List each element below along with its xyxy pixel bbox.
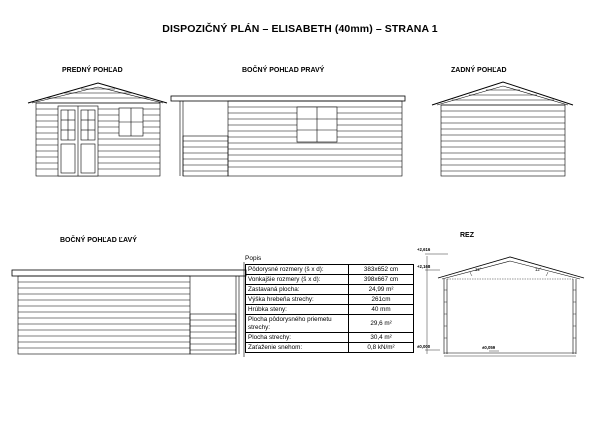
specs-table [245, 264, 414, 353]
specs-row-label: Hrúbka steny: [246, 305, 349, 315]
specs-row-value: 261cm [349, 295, 414, 305]
specs-row-value: 398x667 cm [349, 275, 414, 285]
left-log-courses [18, 282, 190, 348]
specs-heading: Popis [245, 255, 262, 262]
specs-row [246, 285, 414, 295]
specs-row-value: 29,6 m² [349, 315, 414, 333]
specs-row [246, 315, 414, 333]
section-view-label: REZ [460, 232, 474, 239]
front-view-label: PREDNÝ POHĽAD [62, 67, 123, 74]
section-wall-ticks [444, 290, 576, 338]
front-double-door [58, 106, 98, 176]
left-terrace-railing [190, 314, 236, 354]
right-elevation [171, 96, 405, 176]
right-view-label: BOČNÝ POHĽAD PRAVÝ [242, 67, 325, 74]
back-gable-boards [452, 90, 554, 100]
specs-row-value: 30,4 m² [349, 333, 414, 343]
specs-row [246, 333, 414, 343]
specs-row [246, 305, 414, 315]
specs-row-label: Zastavaná plocha: [246, 285, 349, 295]
specs-row [246, 275, 414, 285]
back-log-courses [441, 111, 565, 171]
page-title: DISPOZIČNÝ PLÁN – ELISABETH (40mm) – STRANA 1 [162, 23, 438, 35]
right-window [297, 107, 337, 142]
back-view-label: ZADNÝ POHĽAD [451, 67, 507, 74]
specs-row-value: 383x652 cm [349, 265, 414, 275]
specs-row-label: Výška hrebeňa strechy: [246, 295, 349, 305]
roof-angle-right: 12° [535, 267, 542, 272]
back-elevation [432, 82, 573, 176]
specs-row [246, 265, 414, 275]
left-elevation [12, 270, 246, 354]
specs-row-value: 40 mm [349, 305, 414, 315]
specs-row [246, 343, 414, 353]
elevation-top: +2,616 [417, 247, 431, 252]
right-terrace-railing [183, 136, 228, 176]
roof-angle-left: 12° [475, 267, 482, 272]
elevation-floor: ±0,000 [417, 344, 431, 349]
specs-row-label: Plocha pôdorysného priemetu strechy: [246, 315, 349, 333]
elevation-eave: +2,168 [417, 264, 431, 269]
specs-row-label: Pôdorysné rozmery (š x d): [246, 265, 349, 275]
specs-row-label: Plocha strechy: [246, 333, 349, 343]
specs-row-label: Zaťaženie snehom: [246, 343, 349, 353]
front-window [119, 108, 143, 136]
section-drawing [425, 254, 584, 356]
specs-row-value: 24,99 m² [349, 285, 414, 295]
front-elevation [28, 83, 167, 176]
specs-row-label: Vonkajšie rozmery (š x d): [246, 275, 349, 285]
specs-row [246, 295, 414, 305]
specs-row-value: 0,8 kN/m² [349, 343, 414, 353]
elevation-inner: ±0,059 [482, 345, 496, 350]
left-view-label: BOČNÝ POHĽAD ĽAVÝ [60, 237, 137, 244]
